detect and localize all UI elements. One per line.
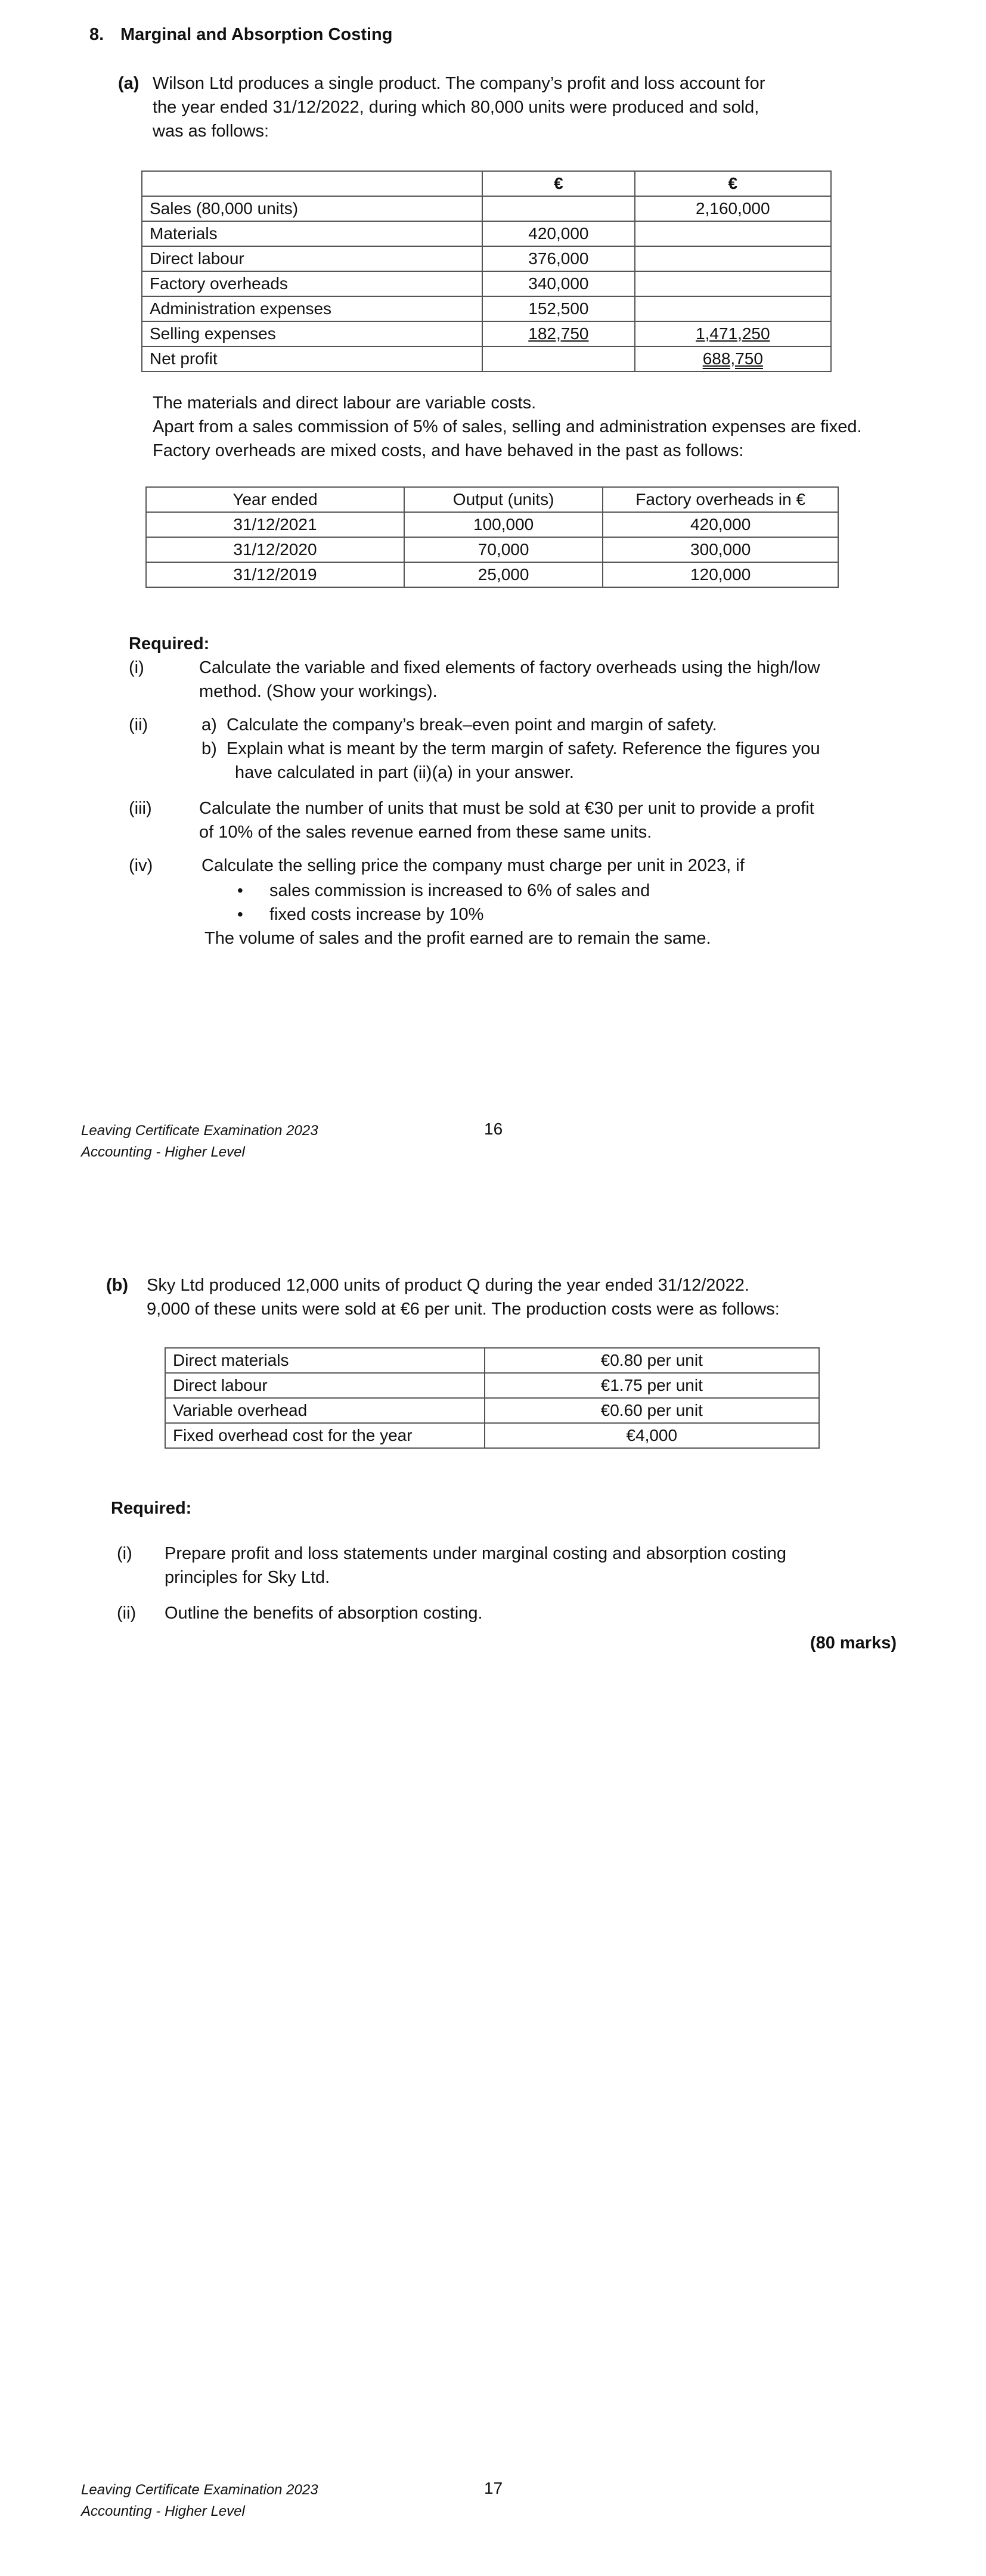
item-number: (iii) <box>129 799 152 818</box>
item-text: Calculate the number of units that must be sold at €30 per unit to provide a profit <box>199 799 814 818</box>
table-cell-value <box>482 196 635 221</box>
table-cell: 120,000 <box>603 562 838 587</box>
item-number: (i) <box>129 658 144 677</box>
question-number: 8. <box>89 25 104 44</box>
table-cell-item: Materials <box>142 221 482 246</box>
table-row <box>142 321 831 346</box>
footer-exam-title: Leaving Certificate Examination 2023 <box>81 2482 318 2498</box>
table-cell-value: €0.80 per unit <box>485 1348 819 1373</box>
marks-label: (80 marks) <box>810 1633 897 1653</box>
item-number: (ii) <box>129 715 148 734</box>
table-cell-item: Sales (80,000 units) <box>142 196 482 221</box>
table-row <box>142 221 831 246</box>
table-row <box>165 1373 819 1398</box>
note-line: The materials and direct labour are variable costs. <box>153 393 537 413</box>
table-cell-value: 152,500 <box>482 296 635 321</box>
table-cell-value: €0.60 per unit <box>485 1398 819 1423</box>
table-row <box>165 1348 819 1373</box>
table-cell-item: Fixed overhead cost for the year <box>165 1423 485 1448</box>
table-row <box>142 271 831 296</box>
table-cell-value: 376,000 <box>482 246 635 271</box>
table-cell: 70,000 <box>404 537 603 562</box>
table-header-cell: Factory overheads in € <box>603 487 838 512</box>
table-cell: 420,000 <box>603 512 838 537</box>
bullet-icon: • <box>237 881 243 900</box>
production-costs-table <box>165 1347 820 1449</box>
part-b-intro-line: Sky Ltd produced 12,000 units of product Q during the year ended 31/12/2022. <box>147 1276 749 1295</box>
table-cell-value <box>482 321 635 346</box>
table-row <box>142 196 831 221</box>
question-title: Marginal and Absorption Costing <box>120 25 393 44</box>
item-text: Outline the benefits of absorption costing. <box>165 1604 483 1623</box>
part-b-label: (b) <box>106 1276 129 1295</box>
bullet-text: sales commission is increased to 6% of sales and <box>269 881 650 900</box>
sub-item-text: have calculated in part (ii)(a) in your answer. <box>235 763 574 782</box>
table-cell-value: 340,000 <box>482 271 635 296</box>
table-row <box>142 296 831 321</box>
sub-item-label: a) <box>201 715 217 734</box>
table-cell: 31/12/2019 <box>146 562 404 587</box>
item-text: method. (Show your workings). <box>199 682 438 701</box>
table-row <box>165 1398 819 1423</box>
table-cell-item: Direct materials <box>165 1348 485 1373</box>
item-text: Calculate the selling price the company must charge per unit in 2023, if <box>201 856 745 875</box>
table-cell-item: Variable overhead <box>165 1398 485 1423</box>
table-cell-value <box>635 346 831 371</box>
page-number: 16 <box>484 1120 503 1138</box>
table-cell-item: Selling expenses <box>142 321 482 346</box>
table-row <box>146 512 838 537</box>
bullet-icon: • <box>237 905 243 923</box>
part-a-label: (a) <box>118 74 139 93</box>
part-b-intro-line: 9,000 of these units were sold at €6 per unit. The production costs were as follows: <box>147 1300 780 1319</box>
underlined-value: 182,750 <box>528 324 589 343</box>
table-cell-item: Direct labour <box>142 246 482 271</box>
double-underlined-value: 688,750 <box>702 349 763 368</box>
note-line: Apart from a sales commission of 5% of sales, selling and administration expenses are fixed. <box>153 417 862 436</box>
table-cell-value <box>635 246 831 271</box>
part-a-intro-line: was as follows: <box>153 122 269 141</box>
table-cell-value <box>482 346 635 371</box>
footer-subject: Accounting - Higher Level <box>81 2503 245 2519</box>
item-number: (ii) <box>117 1604 137 1623</box>
table-cell: 31/12/2021 <box>146 512 404 537</box>
table-cell: 100,000 <box>404 512 603 537</box>
required-heading: Required: <box>111 1499 192 1518</box>
table-cell-value: 420,000 <box>482 221 635 246</box>
table-row <box>142 346 831 371</box>
euro-header: € <box>635 171 831 196</box>
table-row <box>142 246 831 271</box>
table-cell: 300,000 <box>603 537 838 562</box>
table-header-row <box>146 487 838 512</box>
table-header-cell: Output (units) <box>404 487 603 512</box>
table-cell: 31/12/2020 <box>146 537 404 562</box>
item-text: principles for Sky Ltd. <box>165 1568 330 1587</box>
profit-loss-table <box>141 171 832 372</box>
part-a-intro-line: the year ended 31/12/2022, during which 80,000 units were produced and sold, <box>153 98 759 117</box>
footer-exam-title: Leaving Certificate Examination 2023 <box>81 1123 318 1139</box>
table-cell-value <box>635 221 831 246</box>
table-cell-value <box>635 271 831 296</box>
sub-item-label: b) <box>201 739 217 758</box>
table-row <box>146 537 838 562</box>
page-number: 17 <box>484 2479 503 2497</box>
item-text: of 10% of the sales revenue earned from these same units. <box>199 823 652 842</box>
bullet-text: fixed costs increase by 10% <box>269 905 484 924</box>
table-cell-value: 2,160,000 <box>635 196 831 221</box>
table-row <box>146 562 838 587</box>
table-cell-value <box>635 296 831 321</box>
sub-item-text: Explain what is meant by the term margin of safety. Reference the figures you <box>227 739 820 758</box>
item-closing-text: The volume of sales and the profit earned are to remain the same. <box>204 929 711 948</box>
table-header-row <box>142 171 831 196</box>
table-cell-value: €1.75 per unit <box>485 1373 819 1398</box>
table-cell: 25,000 <box>404 562 603 587</box>
table-cell-item: Administration expenses <box>142 296 482 321</box>
table-cell-item: Direct labour <box>165 1373 485 1398</box>
sub-item-text: Calculate the company’s break–even point and margin of safety. <box>227 715 717 734</box>
table-cell-value: €4,000 <box>485 1423 819 1448</box>
underlined-value: 1,471,250 <box>696 324 770 343</box>
note-line: Factory overheads are mixed costs, and have behaved in the past as follows: <box>153 441 744 460</box>
item-text: Calculate the variable and fixed elements of factory overheads using the high/low <box>199 658 820 677</box>
table-header-cell <box>142 171 482 196</box>
item-number: (iv) <box>129 856 153 875</box>
table-cell-value <box>635 321 831 346</box>
footer-subject: Accounting - Higher Level <box>81 1144 245 1160</box>
item-text: Prepare profit and loss statements under marginal costing and absorption costing <box>165 1544 786 1563</box>
table-header-cell: Year ended <box>146 487 404 512</box>
factory-overheads-table <box>145 486 839 588</box>
table-cell-item: Factory overheads <box>142 271 482 296</box>
required-heading: Required: <box>129 634 210 653</box>
part-a-intro-line: Wilson Ltd produces a single product. The company’s profit and loss account for <box>153 74 765 93</box>
table-cell-item: Net profit <box>142 346 482 371</box>
item-number: (i) <box>117 1544 132 1563</box>
table-row <box>165 1423 819 1448</box>
euro-header: € <box>482 171 635 196</box>
